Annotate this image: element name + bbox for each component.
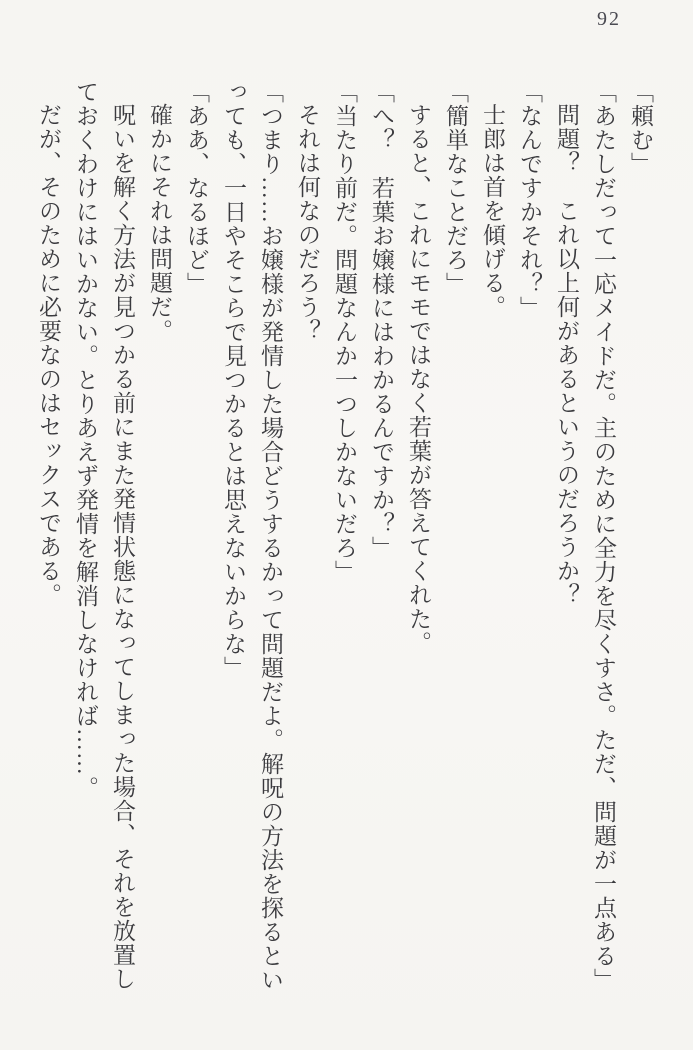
text-line: 士郎は首を傾げる。 [480,103,505,319]
text-line: 問題？ これ以上何があるというのだろうか？ [554,103,579,607]
text-line: 「簡単なことだろ」 [443,80,468,296]
text-line: ておくわけにはいかない。とりあえず発情を解消しなければ……。 [73,80,98,800]
text-line: だが、そのために必要なのはセックスである。 [36,103,61,607]
text-line: っても、一日やそこらで見つかるとは思えないからな」 [221,80,246,680]
text-line: 呪いを解く方法が見つかる前にまた発情状態になってしまった場合、それを放置し [110,103,135,991]
text-line: 「頼む」 [628,80,653,176]
text-line: 「つまり……お嬢様が発情した場合どうするかって問題だよ。解呪の方法を探るとい [258,80,283,992]
page-number: 92 [597,8,621,30]
text-line: それは何なのだろう？ [295,103,320,343]
text-line: 「ああ、なるほど」 [184,80,209,296]
text-line: 「へ？ 若葉お嬢様にはわかるんですか？」 [369,80,394,560]
text-line: すると、これにモモではなく若葉が答えてくれた。 [406,103,431,655]
text-line: 確かにそれは問題だ。 [147,103,172,343]
text-line: 「なんですかそれ？」 [517,80,542,320]
text-block [29,80,659,1002]
text-line: 「あたしだって一応メイドだ。主のために全力を尽くすさ。ただ、問題が一点ある」 [591,80,616,992]
text-line: 「当たり前だ。問題なんか一つしかないだろ」 [332,80,357,584]
